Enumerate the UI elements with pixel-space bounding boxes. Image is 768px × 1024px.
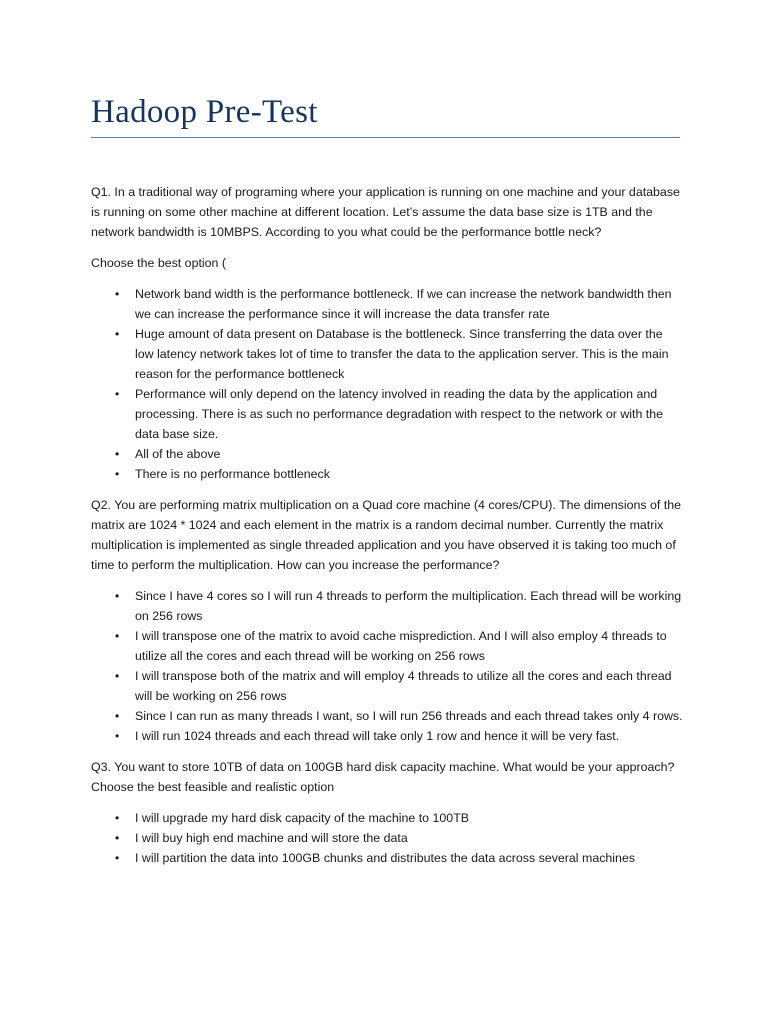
bullet-icon: • [115,629,120,643]
list-item [91,444,683,464]
bullet-icon: • [115,729,120,743]
bullet-icon: • [115,287,120,301]
option-text: Since I have 4 cores so I will run 4 threads to perform the multiplication. Each thread will be working on 256 rows [135,589,682,623]
option-text: There is no performance bottleneck [135,467,330,481]
option-text: I will run 1024 threads and each thread will take only 1 row and hence it will be very fast. [135,729,620,743]
bullet-icon: • [115,447,120,461]
option-text: I will partition the data into 100GB chunks and distributes the data across several machines [135,851,636,865]
option-text: Since I can run as many threads I want, so I will run 256 threads and each thread takes only 4 rows. [135,709,683,723]
bullet-icon: • [115,327,120,341]
list-item [91,626,683,666]
bullet-icon: • [115,387,120,401]
list-item [91,384,683,444]
question-3-text: Q3. You want to store 10TB of data on 100GB hard disk capacity machine. What would be your approach? Choose the best feasible and realistic option [91,760,675,794]
document-body [91,182,683,879]
question-1-prompt: Choose the best option ( [91,256,227,270]
option-text: I will upgrade my hard disk capacity of the machine to 100TB [135,811,470,825]
list-item [91,666,683,706]
question-3-options [91,808,683,868]
list-item [91,324,683,384]
list-item [91,726,683,746]
question-1-options [91,284,683,484]
bullet-icon: • [115,709,120,723]
bullet-icon: • [115,851,120,865]
bullet-icon: • [115,811,120,825]
bullet-icon: • [115,467,120,481]
list-item [91,284,683,324]
list-item [91,706,683,726]
list-item [91,808,683,828]
question-1-text: Q1. In a traditional way of programing where your application is running on one machine and your database is running on some other machine at different location. Let’s assume the data base size is 1TB and the network bandwidth is 10MBPS. According to you what could be the performance bottle neck? [91,185,680,239]
option-text: I will buy high end machine and will store the data [135,831,408,845]
option-text: All of the above [135,447,221,461]
bullet-icon: • [115,589,120,603]
list-item [91,464,683,484]
question-2-text: Q2. You are performing matrix multiplication on a Quad core machine (4 cores/CPU). The dimensions of the matrix are 1024 * 1024 and each element in the matrix is a random decimal number. Currently the matrix multiplication is implemented as single threaded application and you have observed it is taking too much of time to perform the multiplication. How can you increase the performance? [91,498,681,572]
bullet-icon: • [115,831,120,845]
list-item [91,848,683,868]
option-text: Huge amount of data present on Database is the bottleneck. Since transferring the data over the low latency network takes lot of time to transfer the data to the application server. This is the main reason for the performance bottleneck [135,327,669,381]
list-item [91,586,683,626]
option-text: Performance will only depend on the latency involved in reading the data by the application and processing. There is as such no performance degradation with respect to the network or with the data base size. [135,387,664,441]
option-text: I will transpose both of the matrix and will employ 4 threads to utilize all the cores and each thread will be working on 256 rows [135,669,672,703]
option-text: Network band width is the performance bottleneck. If we can increase the network bandwidth then we can increase the performance since it will increase the data transfer rate [135,287,672,321]
option-text: I will transpose one of the matrix to avoid cache misprediction. And I will also employ 4 threads to utilize all the cores and each thread will be working on 256 rows [135,629,667,663]
bullet-icon: • [115,669,120,683]
list-item [91,828,683,848]
title-underline [91,137,680,138]
page-title: Hadoop Pre-Test [91,94,318,130]
question-2-options [91,586,683,746]
